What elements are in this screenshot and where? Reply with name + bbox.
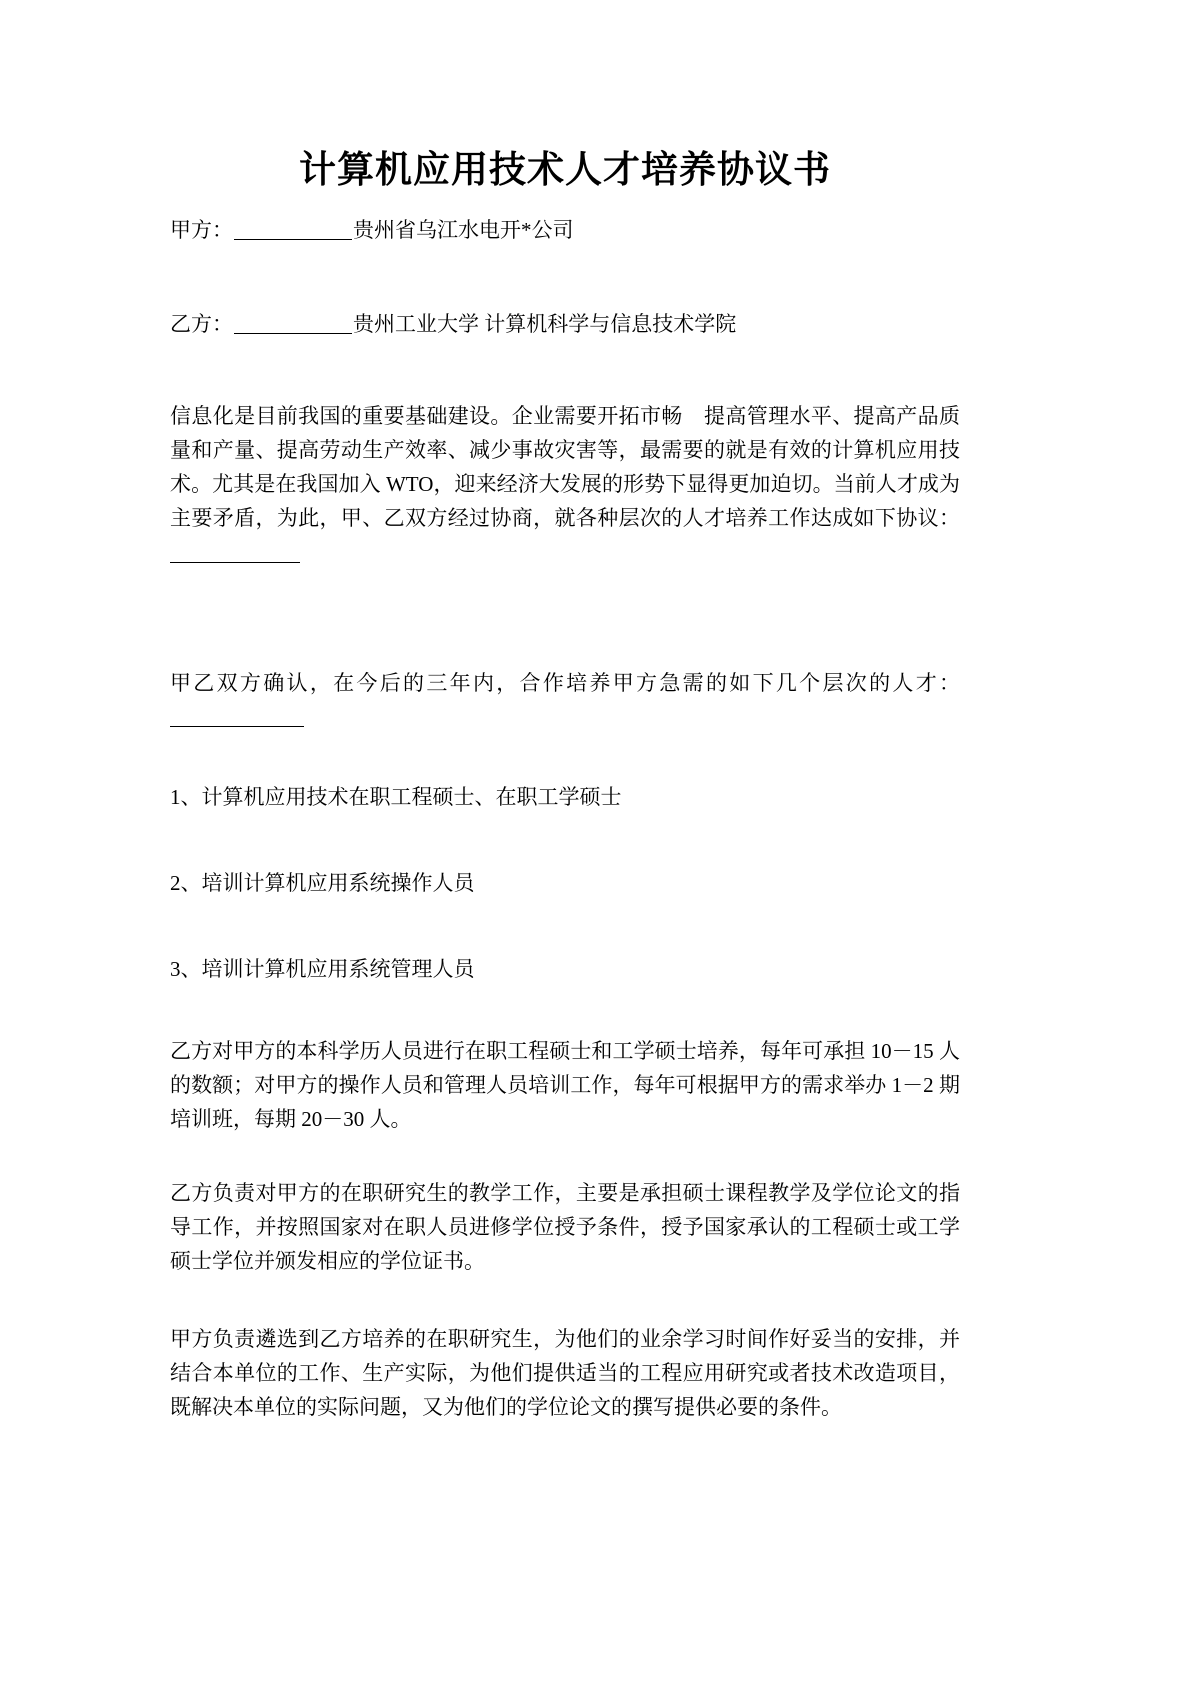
- body-paragraph-capacity: 乙方对甲方的本科学历人员进行在职工程硕士和工学硕士培养，每年可承担 10－15 人的数额；对甲方的操作人员和管理人员培训工作，每年可根据甲方的需求举办 1－2 期培训班，每期 20－30 人。: [170, 1038, 960, 1131]
- confirm-trailing-blank-rule: [170, 726, 290, 727]
- party-a-value: 贵州省乌江水电开*公司: [353, 218, 574, 243]
- party-b-value: 贵州工业大学 计算机科学与信息技术学院: [353, 311, 737, 336]
- spacer: [170, 900, 960, 952]
- intro-paragraph-text: 信息化是目前我国的重要基础建设。企业需要开拓市畅 提高管理水平、提高产品质量和产量、提高劳动生产效率、减少事故灾害等，最需要的就是有效的计算机应用技术。尤其是在我国加入 WTO，迎来经济大发展的形势下显得更加迫切。当前人才成为主要矛盾，为此，甲、乙双方经过协商，就各种层次的人才培养工作达成如下协议：: [170, 404, 960, 531]
- party-b-label: 乙方：: [170, 311, 233, 336]
- intro-paragraph: [170, 399, 960, 569]
- party-b-line: [170, 308, 960, 342]
- spacer: [170, 1278, 960, 1322]
- spacer: [170, 986, 960, 1034]
- spacer: [170, 814, 960, 866]
- body-paragraph-party-b-duties: 乙方负责对甲方的在职研究生的教学工作，主要是承担硕士课程教学及学位论文的指导工作，并按照国家对在职人员进修学位授予条件，授予国家承认的工程硕士或工学硕士学位并颁发相应的学位证书。: [170, 1180, 960, 1273]
- party-a-blank-rule: [234, 239, 352, 240]
- list-item: 3、培训计算机应用系统管理人员: [170, 956, 475, 981]
- confirm-trailing-blank-rule-wrap: [290, 726, 304, 727]
- spacer: [170, 1136, 960, 1176]
- spacer: [170, 570, 960, 666]
- document-content: [170, 0, 960, 1424]
- intro-trailing-blank-rule: [170, 562, 300, 563]
- party-b-blank-rule: [234, 333, 352, 334]
- list-item: 2、培训计算机应用系统操作人员: [170, 870, 475, 895]
- spacer: [170, 341, 960, 399]
- page-title: 计算机应用技术人才培养协议书: [299, 150, 831, 191]
- party-a-line: [170, 214, 960, 248]
- confirm-paragraph: [170, 666, 960, 734]
- spacer: [170, 734, 960, 780]
- confirm-paragraph-text: 甲乙双方确认，在今后的三年内，合作培养甲方急需的如下几个层次的人才：: [170, 670, 960, 695]
- list-item: 1、计算机应用技术在职工程硕士、在职工学硕士: [170, 784, 622, 809]
- body-paragraph-party-a-duties: 甲方负责遴选到乙方培养的在职研究生，为他们的业余学习时间作好妥当的安排，并结合本单位的工作、生产实际，为他们提供适当的工程应用研究或者技术改造项目，既解决本单位的实际问题，又为他们的学位论文的撰写提供必要的条件。: [170, 1326, 960, 1419]
- party-a-label: 甲方：: [170, 218, 233, 243]
